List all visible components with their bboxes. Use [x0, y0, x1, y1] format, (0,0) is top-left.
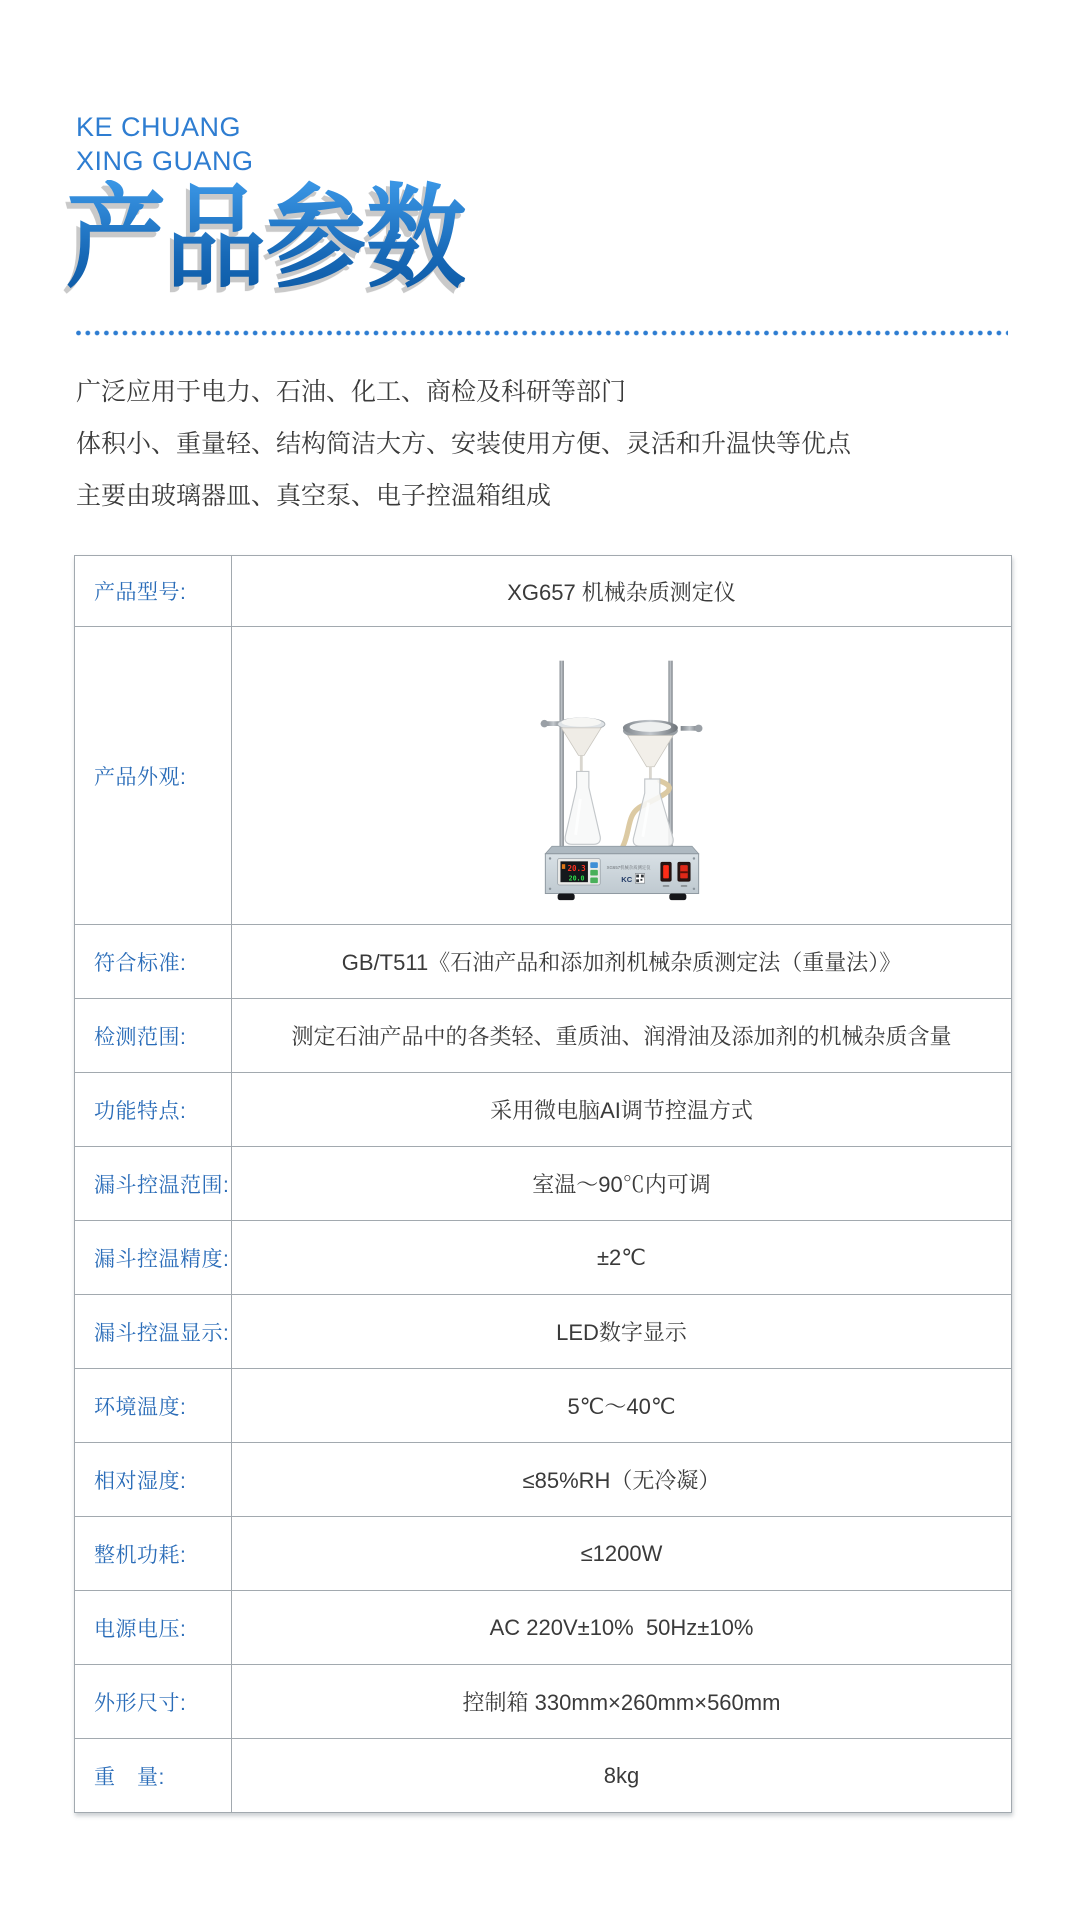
temperature-controller — [557, 859, 600, 886]
panel-model-text: XG657机械杂质测定仪 — [606, 864, 651, 870]
intro-line-1: 广泛应用于电力、石油、化工、商检及科研等部门 — [76, 378, 627, 406]
display-top-value: 20.3 — [566, 863, 586, 873]
spec-label: 符合标准: — [75, 925, 232, 998]
spec-value: ±2℃ — [596, 1244, 647, 1270]
spec-value: ≤1200W — [580, 1540, 663, 1566]
spec-row-temp-display — [75, 1294, 1011, 1368]
spec-value: 控制箱 330mm×260mm×560mm — [462, 1690, 781, 1715]
spec-value: 5℃～40℃ — [567, 1394, 676, 1419]
spec-label: 相对湿度: — [75, 1443, 232, 1516]
spec-value: LED数字显示 — [556, 1320, 687, 1345]
qr-code — [635, 874, 644, 883]
product-photo-cell — [232, 627, 1011, 924]
spec-row-standard — [75, 924, 1011, 998]
spec-label: 漏斗控温精度: — [75, 1221, 232, 1294]
spec-label: 产品外观: — [75, 627, 232, 924]
brand-logo-kc: KC — [620, 875, 632, 885]
left-funnel — [557, 718, 604, 772]
spec-value: GB/T511《石油产品和添加剂机械杂质测定法（重量法）》 — [341, 950, 902, 975]
stand-rods — [540, 661, 702, 850]
dotted-divider — [76, 330, 1008, 336]
spec-row-temp-range — [75, 1146, 1011, 1220]
spec-value: 测定石油产品中的各类轻、重质油、润滑油及添加剂的机械杂质含量 — [291, 1024, 952, 1049]
spec-row-humidity — [75, 1442, 1011, 1516]
spec-value: 8kg — [603, 1762, 640, 1788]
spec-row-dimensions — [75, 1664, 1011, 1738]
spec-row-weight — [75, 1738, 1011, 1812]
intro-line-2: 体积小、重量轻、结构简洁大方、安装使用方便、灵活和升温快等优点 — [76, 430, 852, 458]
spec-row-detection-range — [75, 998, 1011, 1072]
brand-lines — [76, 110, 254, 178]
spec-value: ≤85%RH（无冷凝） — [522, 1468, 721, 1493]
spec-value: XG657 机械杂质测定仪 — [507, 579, 736, 605]
intro-text — [76, 366, 851, 522]
intro-line-3: 主要由玻璃器皿、真空泵、电子控温箱组成 — [76, 482, 552, 510]
spec-label: 检测范围: — [75, 999, 232, 1072]
spec-row-appearance — [75, 626, 1011, 924]
spec-label: 电源电压: — [75, 1591, 232, 1664]
spec-label: 环境温度: — [75, 1369, 232, 1442]
spec-row-features — [75, 1072, 1011, 1146]
spec-label: 整机功耗: — [75, 1517, 232, 1590]
spec-row-model — [75, 556, 1011, 626]
xg657-apparatus-photo — [534, 655, 710, 903]
spec-table — [74, 555, 1012, 1813]
brand-line-1: KE CHUANG — [76, 112, 242, 142]
left-flask — [565, 771, 600, 844]
display-bottom-value: 20.0 — [568, 874, 585, 883]
spec-label: 漏斗控温显示: — [75, 1295, 232, 1368]
spec-label: 产品型号: — [75, 556, 232, 626]
spec-label: 功能特点: — [75, 1073, 232, 1146]
spec-row-temp-accuracy — [75, 1220, 1011, 1294]
spec-value: 采用微电脑AI调节控温方式 — [490, 1098, 753, 1123]
spec-row-power-consumption — [75, 1516, 1011, 1590]
spec-value: AC 220V±10% 50Hz±10% — [489, 1614, 754, 1640]
spec-label: 外形尺寸: — [75, 1665, 232, 1738]
page-title: 产品参数 — [66, 175, 466, 301]
spec-row-power-supply — [75, 1590, 1011, 1664]
spec-value: 室温～90℃内可调 — [532, 1172, 711, 1197]
spec-row-ambient-temp — [75, 1368, 1011, 1442]
control-box — [545, 846, 698, 893]
spec-label: 重 量: — [75, 1739, 232, 1812]
box-feet — [557, 894, 686, 901]
brand-line-2: XING GUANG — [76, 146, 254, 176]
spec-label: 漏斗控温范围: — [75, 1147, 232, 1220]
